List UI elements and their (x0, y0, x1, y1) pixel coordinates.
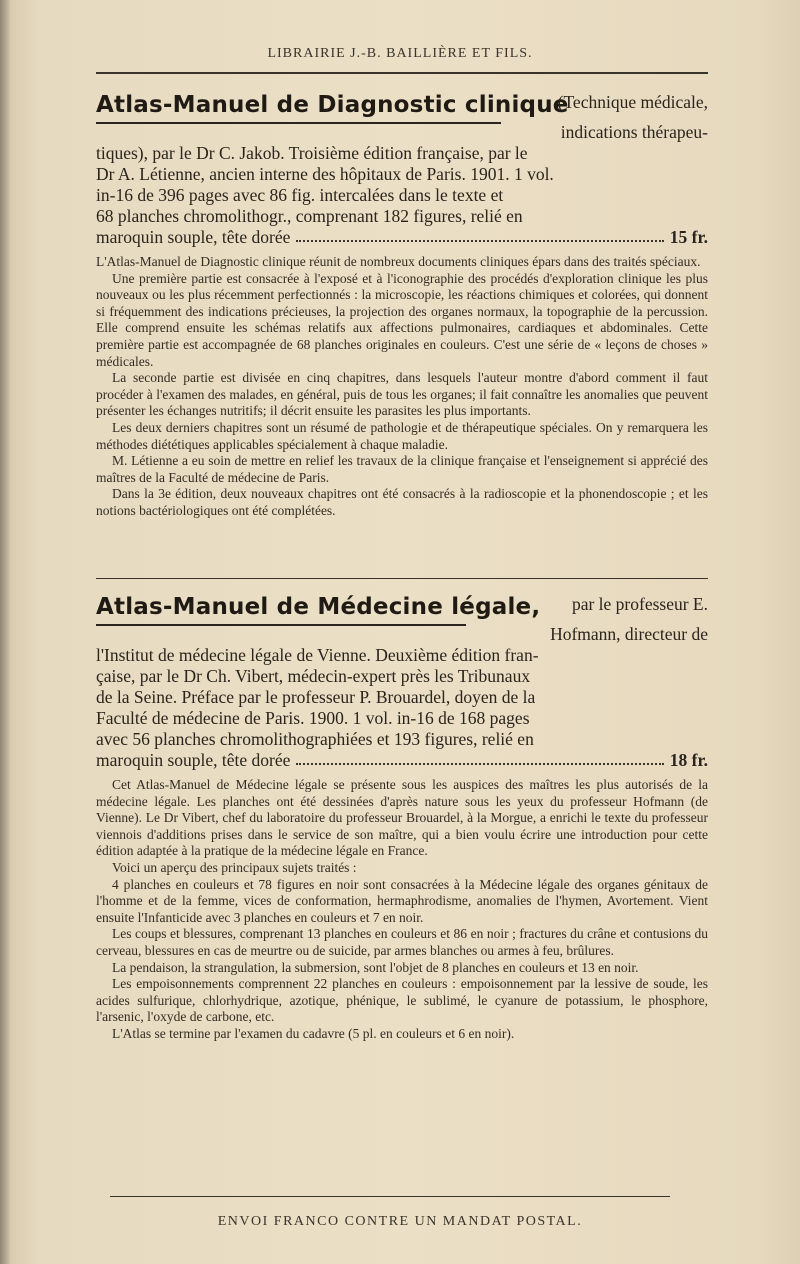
entry-line: çaise, par le Dr Ch. Vibert, médecin-expert près les Tribunaux (96, 666, 531, 686)
book-entry-medecine-legale (96, 594, 708, 1043)
description-paragraph: M. Létienne a eu soin de mettre en relief les travaux de la clinique française et l'enseignement si apprécié des maîtres de la Faculté de médecine de Paris. (96, 453, 708, 485)
price: 15 fr. (669, 227, 708, 247)
description-paragraph: Voici un aperçu des principaux sujets traités : (112, 859, 357, 875)
price-line (96, 750, 708, 771)
dot-leader (296, 227, 663, 242)
header-rule (96, 72, 708, 74)
book-title-line (96, 92, 708, 122)
description-paragraph: Les coups et blessures, comprenant 13 planches en couleurs et 86 en noir ; fractures du crâne et contusions du cerveau, blessures en cas de meurtre ou de suicide, par armes blanches ou armes à feu, brûlures. (96, 926, 708, 958)
footer-notice: ENVOI FRANCO CONTRE UN MANDAT POSTAL. (217, 1214, 583, 1229)
book-title-line (96, 594, 708, 624)
entry-line: avec 56 planches chromolithographiées et 193 figures, relié en (96, 729, 534, 749)
price: 18 fr. (669, 750, 708, 770)
description-paragraph: La pendaison, la strangulation, la submersion, sont l'objet de 8 planches en couleurs et 13 en noir. (112, 959, 639, 975)
book-entry-diagnostic (96, 92, 708, 520)
publisher-header: LIBRAIRIE J.-B. BAILLIÈRE ET FILS. (267, 46, 533, 61)
description-paragraph: Cet Atlas-Manuel de Médecine légale se présente sous les auspices des maîtres les plus autorisés de la médecine légale. Les planches ont été dessinées d'après nature sous les yeux du professeur Hofmann (de Vienne). Le Dr Vibert, chef du laboratoire du professeur Brouardel, à la Morgue, a enrichi le texte du professeur viennois d'additions prises dans le service de son maître, qui a bien voulu écrire une introduction pour cette édition adaptée à la pratique de la médecine légale en France. (96, 777, 708, 859)
entry-line: de la Seine. Préface par le professeur P. Brouardel, doyen de la (96, 687, 536, 707)
book-description (96, 777, 708, 1043)
entry-line: 68 planches chromolithogr., comprenant 182 figures, relié en (96, 206, 523, 226)
description-paragraph: 4 planches en couleurs et 78 figures en noir sont consacrées à la Médecine légale des organes génitaux de l'homme et de la femme, vices de conformation, hermaphrodisme, anomalies de l'hymen, Avortement. Vient ensuite l'Infanticide avec 3 planches en couleurs et 7 en noir. (96, 876, 708, 925)
book-description (96, 254, 708, 520)
entry-line: Dr A. Létienne, ancien interne des hôpitaux de Paris. 1901. 1 vol. (96, 164, 554, 184)
description-paragraph: L'Atlas se termine par l'examen du cadavre (5 pl. en couleurs et 6 en noir). (112, 1025, 515, 1041)
price-label: maroquin souple, tête dorée (96, 750, 291, 770)
description-paragraph: La seconde partie est divisée en cinq chapitres, dans lesquels l'auteur montre d'abord comment il faut procéder à l'examen des malades, en général, puis de tous les organes; il fait connaître les anomalies que peuvent présenter les échanges nutritifs; il décrit ensuite les parasites les plus importants. (96, 370, 708, 419)
description-paragraph: Dans la 3e édition, deux nouveaux chapitres ont été consacrés à la radioscopie et la phonendoscopie ; et les notions bactériologiques ont été complétées. (96, 486, 708, 518)
title-continuation: (Technique médicale, (557, 92, 708, 112)
description-paragraph: L'Atlas-Manuel de Diagnostic clinique réunit de nombreux documents cliniques épars dans des traités spéciaux. (96, 254, 701, 269)
entry-line: l'Institut de médecine légale de Vienne. Deuxième édition fran- (96, 645, 539, 665)
dot-leader (296, 750, 663, 765)
book-title: Atlas-Manuel de Diagnostic clinique (96, 92, 569, 118)
price-line (96, 227, 708, 248)
entry-line: Hofmann, directeur de (550, 624, 708, 644)
entry-line: indications thérapeu- (560, 122, 708, 142)
section-separator (96, 578, 708, 579)
entry-line: in-16 de 396 pages avec 86 fig. intercalées dans le texte et (96, 185, 504, 205)
book-title: Atlas-Manuel de Médecine légale, (96, 594, 541, 620)
footer-rule (110, 1196, 670, 1197)
description-paragraph: Les deux derniers chapitres sont un résumé de pathologie et de thérapeutique spéciales. On y remarquera les méthodes diététiques applicables spécialement à chaque maladie. (96, 419, 708, 452)
description-paragraph: Les empoisonnements comprennent 22 planches en couleurs : empoisonnement par la lessive de soude, les acides sulfurique, chlorhydrique, azotique, phénique, le sublimé, le cyanure de potassium, le phosphore, l'arsenic, l'oxyde de carbone, etc. (96, 976, 708, 1025)
entry-line: Faculté de médecine de Paris. 1900. 1 vol. in-16 de 168 pages (96, 708, 530, 728)
title-underline (96, 122, 501, 124)
entry-line: tiques), par le Dr C. Jakob. Troisième édition française, par le (96, 143, 528, 163)
title-underline (96, 624, 466, 626)
title-continuation: par le professeur E. (571, 594, 708, 614)
price-label: maroquin souple, tête dorée (96, 227, 291, 247)
book-spine-shadow (0, 0, 10, 1264)
description-paragraph: Une première partie est consacrée à l'exposé et à l'iconographie des procédés d'exploration clinique les plus nouveaux ou les plus récemment perfectionnés : la microscopie, les réactions chimiques et colorées, qui donnent si fréquemment des indications précieuses, la projection des organes normaux, la topographie de la percussion. Elle comprend ensuite les schémas relatifs aux affections pulmonaires, cardiaques et abdominales. Cette première partie est accompagnée de 68 planches originales en couleurs. C'est une série de « leçons de choses » médicales. (96, 270, 708, 369)
